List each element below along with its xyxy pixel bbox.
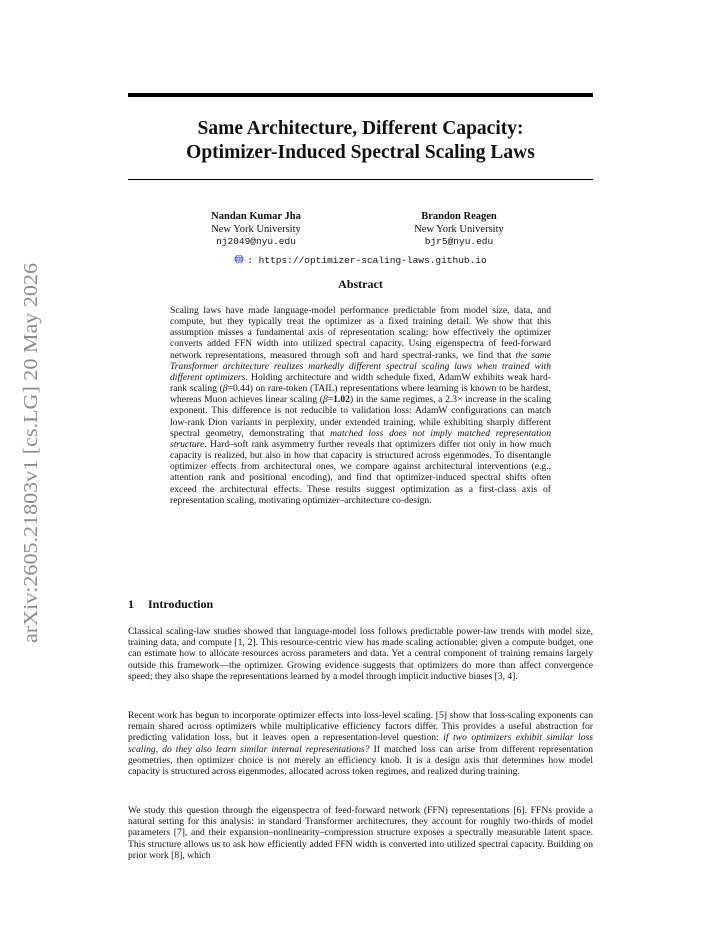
globe-icon <box>234 254 244 264</box>
author-block-1 <box>186 211 326 249</box>
project-website-line <box>128 254 593 267</box>
author-affiliation: New York University <box>414 223 504 235</box>
section-title: Introduction <box>148 597 214 611</box>
intro-paragraph-3: We study this question through the eigenspectra of feed-forward network (FFN) representations [6]. FFNs provide a natural setting for this analysis: in standard Transformer architectures, they account for roughly two-thirds of model parameters [7], and their expansion–nonlinearity–compression structure exposes a spectrally measurable latent space. This structure allows us to ask how efficiently added FFN width is converted into utilized spectral capacity. Building on prior work [8], which <box>128 805 593 861</box>
arxiv-identifier-text: arXiv:2605.21803v1 [cs.LG] 20 May 2026 <box>21 307 42 643</box>
title-line-1: Same Architecture, Different Capacity: <box>197 118 524 139</box>
abstract-emphasis: matched loss does not imply matched representation structure <box>170 427 552 450</box>
author-affiliation: New York University <box>211 223 301 235</box>
paper-title <box>128 117 593 165</box>
intro-paragraph-1: Classical scaling-law studies showed that language-model loss follows predictable power-law trends with model size, training data, and compute [1, 2]. This resource-centric view has made scaling actionable: given a compute budget, one can estimate how to allocate resources across parameters and data. Yet a central component of training remains largely outside this framework—the optimizer. Growing evidence suggests that optimizers do more than affect convergence speed; they also shape the representations learned by a model through implicit inductive biases [3, 4]. <box>128 626 593 682</box>
arxiv-identifier-stamp <box>6 258 48 648</box>
intro-paragraph-2: Recent work has begun to incorporate optimizer effects into loss-level scaling. [5] show that loss-scaling exponents can remain shared across optimizers while multiplicative efficiency factors differ. This provides a useful abstraction for predicting validation loss, but it leaves open a representation-level question: if two optimizers exhibit similar loss scaling, do they also learn similar internal representations? If matched loss can arise from different representation geometries, then optimizer choice is not merely an efficiency knob. It is a design axis that determines how model capacity is structured across eigenmodes, allocated across token regimes, and realized during training. <box>128 710 593 778</box>
research-question: if two optimizers exhibit similar loss scaling, do they also learn similar internal representations? <box>128 732 593 755</box>
title-top-rule <box>128 93 593 97</box>
title-bottom-rule <box>128 179 593 180</box>
project-url-link[interactable]: : https://optimizer-scaling-laws.github.io <box>247 255 487 266</box>
section-heading-introduction <box>128 597 593 612</box>
title-line-2: Optimizer-Induced Spectral Scaling Laws <box>186 142 535 163</box>
section-number: 1 <box>128 597 134 611</box>
author-email[interactable]: bjr5@nyu.edu <box>424 236 494 247</box>
abstract-body: Scaling laws have made language-model performance predictable from model size, data, and compute, but they typically treat the optimizer as a fixed training detail. We show that this assumption misses a fundamental axis of representation scaling: how effectively the optimizer converts added FFN width into utilized spectral capacity. Using eigenspectra of feed-forward network representations, measured through soft and hard spectral-ranks, we find that the same Transformer architecture realizes markedly different spectral scaling laws when trained with different optimizers. Holding architecture and width schedule fixed, AdamW exhibits weak hard-rank scaling (β=0.44) on rare-token (TAIL) representations where learning is known to be hardest, whereas Muon achieves linear scaling (β=1.02) in the same regimes, a 2.3× increase in the scaling exponent. This difference is not reducible to validation loss: AdamW configurations can match low-rank Dion variants in perplexity, under extended training, while exhibiting sharply different spectral geometry, demonstrating that matched loss does not imply matched representation structure. Hard–soft rank asymmetry further reveals that optimizers differ not only in how much capacity is realized, but also in how that capacity is structured across eigenmodes. To disentangle optimizer effects from architectural ones, we compare against architectural interventions (e.g., attention rank and positional encoding), and find that optimizer-induced spectral shifts often exceed the architectural effects. These results suggest optimization as a first-class axis of representation scaling, motivating optimizer–architecture co-design. <box>170 305 552 506</box>
author-name: Brandon Reagen <box>421 211 497 222</box>
author-email[interactable]: nj2049@nyu.edu <box>216 236 296 247</box>
abstract-heading: Abstract <box>338 277 383 291</box>
abstract-emphasis: the same Transformer architecture realizes markedly different spectral scaling laws when trained with different optimizers <box>170 349 551 383</box>
author-name: Nandan Kumar Jha <box>211 211 301 222</box>
author-block-2 <box>389 211 529 249</box>
